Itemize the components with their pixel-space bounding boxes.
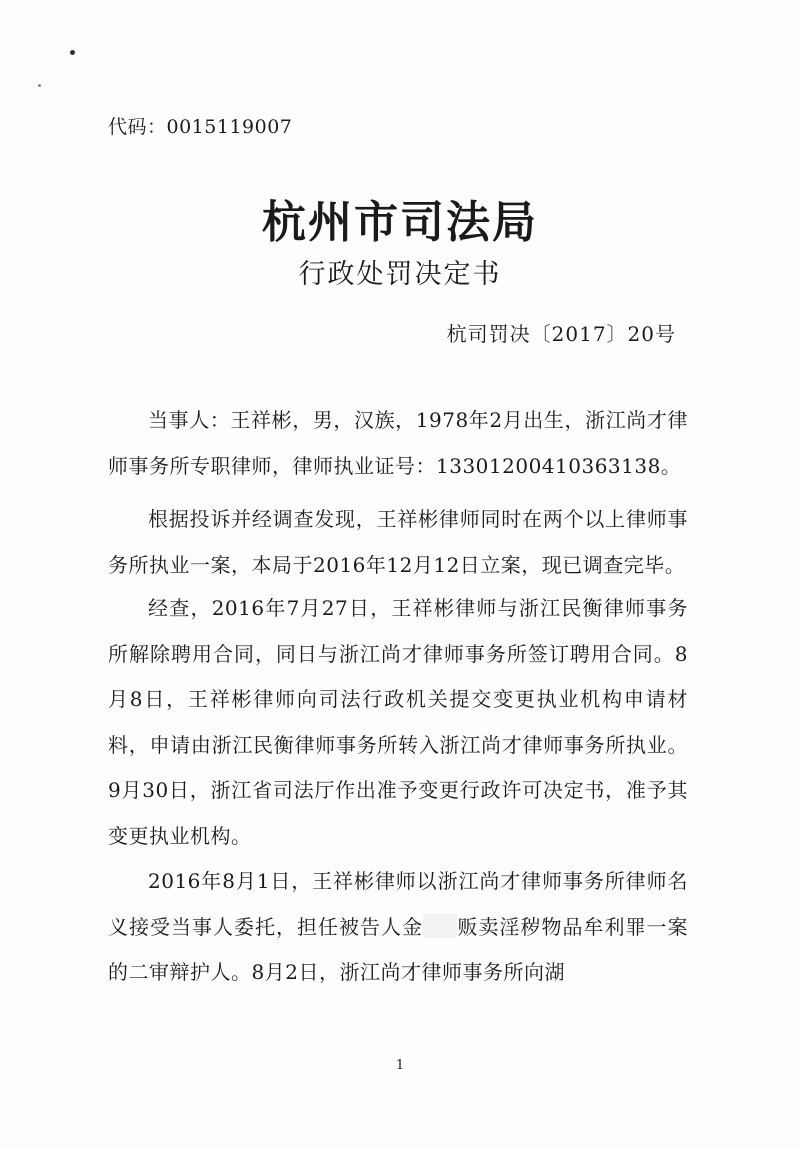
redacted-name-block — [423, 914, 457, 938]
scan-speck — [70, 50, 75, 55]
facts-text-after: 贩卖淫秽物品牟利罪一案的二审辩护人。8月2日，浙江尚才律师事务所向湖 — [108, 914, 688, 984]
investigation-paragraph: 根据投诉并经调查发现，王祥彬律师同时在两个以上律师事务所执业一案，本局于2016年12月12日立案，现已调查完毕。 — [108, 507, 688, 577]
issuing-authority-title: 杭州市司法局 — [262, 197, 538, 248]
document-code: 代码：0015119007 — [108, 116, 293, 138]
scan-speck — [38, 84, 41, 87]
facts-text-before: 2016年8月1日，王祥彬律师以浙江尚才律师事务所律师名义接受当事人委托，担任被告人金 — [108, 869, 688, 939]
facts-paragraph — [108, 859, 688, 996]
document-body — [108, 398, 688, 996]
decision-number: 杭司罚决〔2017〕20号 — [446, 322, 676, 346]
page-number: 1 — [395, 1058, 405, 1073]
party-paragraph: 当事人：王祥彬，男，汉族，1978年2月出生，浙江尚才律师事务所专职律师，律师执业证号：13301200410363138。 — [108, 408, 688, 478]
findings-paragraph: 经查，2016年7月27日，王祥彬律师与浙江民衡律师事务所解除聘用合同，同日与浙江尚才律师事务所签订聘用合同。8月8日，王祥彬律师向司法行政机关提交变更执业机构申请材料，申请由浙江民衡律师事务所转入浙江尚才律师事务所执业。9月30日，浙江省司法厅作出准予变更行政许可决定书，准予其变更执业机构。 — [108, 596, 688, 848]
document-type-subtitle: 行政处罚决定书 — [298, 259, 502, 290]
